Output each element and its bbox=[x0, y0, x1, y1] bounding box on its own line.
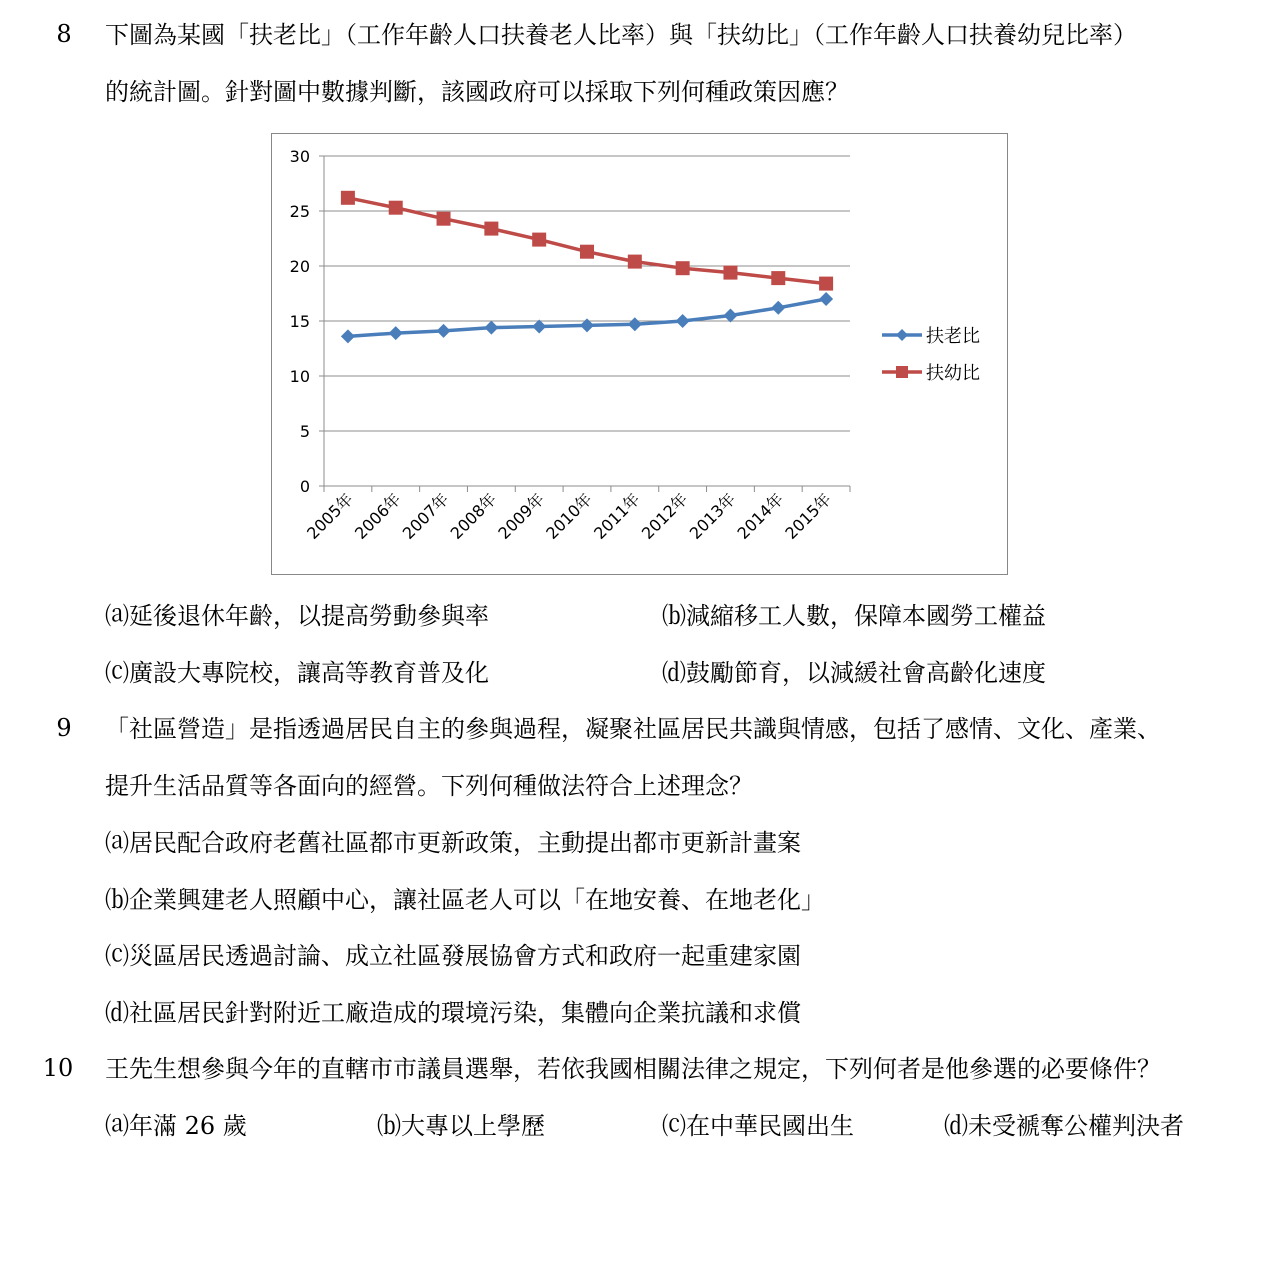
y-tick-label: 10 bbox=[289, 367, 310, 386]
question-8-option-d[interactable]: ⒟鼓勵節育，以減緩社會高齡化速度 bbox=[662, 659, 1046, 687]
data-point-square bbox=[437, 212, 451, 226]
data-point-diamond bbox=[819, 292, 833, 306]
y-tick-label: 0 bbox=[299, 477, 310, 496]
x-tick-label: 2007年 bbox=[398, 489, 453, 543]
x-tick-label: 2014年 bbox=[733, 489, 788, 543]
data-point-diamond bbox=[628, 317, 642, 331]
data-point-square bbox=[723, 266, 737, 280]
legend-marker-diamond bbox=[896, 329, 908, 341]
legend-marker-square bbox=[896, 366, 908, 378]
x-tick-label: 2011年 bbox=[590, 489, 644, 543]
x-tick-label: 2013年 bbox=[685, 489, 740, 543]
data-point-diamond bbox=[484, 321, 498, 335]
question-9-stem-line1: 「社區營造」是指透過居民自主的參與過程，凝聚社區居民共識與情感，包括了感情、文化、產業、 bbox=[105, 715, 1161, 743]
x-tick-label: 2005年 bbox=[303, 489, 357, 543]
question-10-option-d[interactable]: ⒟未受褫奪公權判決者 bbox=[944, 1112, 1184, 1140]
y-tick-label: 30 bbox=[289, 147, 310, 166]
y-tick-label: 5 bbox=[299, 422, 310, 441]
y-tick-label: 25 bbox=[289, 202, 310, 221]
data-point-diamond bbox=[532, 320, 546, 334]
data-point-diamond bbox=[437, 324, 451, 338]
question-8-option-c[interactable]: ⒞廣設大專院校，讓高等教育普及化 bbox=[105, 659, 489, 687]
question-10-number: 10 bbox=[42, 1054, 74, 1082]
data-point-diamond bbox=[341, 329, 355, 343]
data-point-diamond bbox=[676, 314, 690, 328]
data-point-square bbox=[819, 277, 833, 291]
data-point-square bbox=[628, 255, 642, 269]
y-tick-label: 20 bbox=[289, 257, 310, 276]
question-8-stem-line1: 下圖為某國「扶老比」（工作年齡人口扶養老人比率）與「扶幼比」（工作年齡人口扶養幼兒比率） bbox=[105, 21, 1137, 49]
question-8-number: 8 bbox=[56, 20, 72, 48]
question-9-option-b[interactable]: ⒝企業興建老人照顧中心，讓社區老人可以「在地安養、在地老化」 bbox=[105, 886, 825, 914]
question-8-stem-line2: 的統計圖。針對圖中數據判斷，該國政府可以採取下列何種政策因應？ bbox=[105, 78, 849, 106]
data-point-square bbox=[580, 245, 594, 259]
x-tick-label: 2009年 bbox=[494, 489, 549, 543]
question-8-option-a[interactable]: ⒜延後退休年齡，以提高勞動參與率 bbox=[105, 602, 489, 630]
x-tick-label: 2012年 bbox=[637, 489, 692, 543]
data-point-diamond bbox=[389, 326, 403, 340]
data-point-diamond bbox=[723, 309, 737, 323]
question-10-option-a[interactable]: ⒜年滿 26 歲 bbox=[105, 1112, 247, 1140]
question-10-stem-line1: 王先生想參與今年的直轄市市議員選舉，若依我國相關法律之規定，下列何者是他參選的必要條件？ bbox=[105, 1055, 1161, 1083]
question-8-option-b[interactable]: ⒝減縮移工人數，保障本國勞工權益 bbox=[662, 602, 1046, 630]
line-chart-svg bbox=[272, 134, 1007, 574]
x-tick-label: 2006年 bbox=[351, 489, 405, 543]
data-point-square bbox=[676, 261, 690, 275]
question-9-option-c[interactable]: ⒞災區居民透過討論、成立社區發展協會方式和政府一起重建家園 bbox=[105, 942, 801, 970]
x-tick-label: 2015年 bbox=[781, 489, 835, 543]
x-tick-label: 2010年 bbox=[542, 489, 596, 543]
x-tick-label: 2008年 bbox=[446, 489, 501, 543]
question-9-option-d[interactable]: ⒟社區居民針對附近工廠造成的環境污染，集體向企業抗議和求償 bbox=[105, 999, 801, 1027]
question-9-stem-line2: 提升生活品質等各面向的經營。下列何種做法符合上述理念？ bbox=[105, 772, 753, 800]
data-point-square bbox=[389, 201, 403, 215]
data-point-square bbox=[532, 233, 546, 247]
data-point-diamond bbox=[771, 301, 785, 315]
data-point-square bbox=[484, 222, 498, 236]
dependency-ratio-chart bbox=[271, 133, 1008, 575]
question-10-option-b[interactable]: ⒝大專以上學歷 bbox=[377, 1112, 545, 1140]
y-tick-label: 15 bbox=[289, 312, 310, 331]
question-10-option-c[interactable]: ⒞在中華民國出生 bbox=[662, 1112, 854, 1140]
legend-label: 扶老比 bbox=[926, 326, 980, 347]
legend-label: 扶幼比 bbox=[926, 363, 980, 384]
data-point-square bbox=[341, 191, 355, 205]
data-point-square bbox=[771, 271, 785, 285]
question-9-option-a[interactable]: ⒜居民配合政府老舊社區都市更新政策，主動提出都市更新計畫案 bbox=[105, 829, 801, 857]
question-9-number: 9 bbox=[56, 714, 72, 742]
